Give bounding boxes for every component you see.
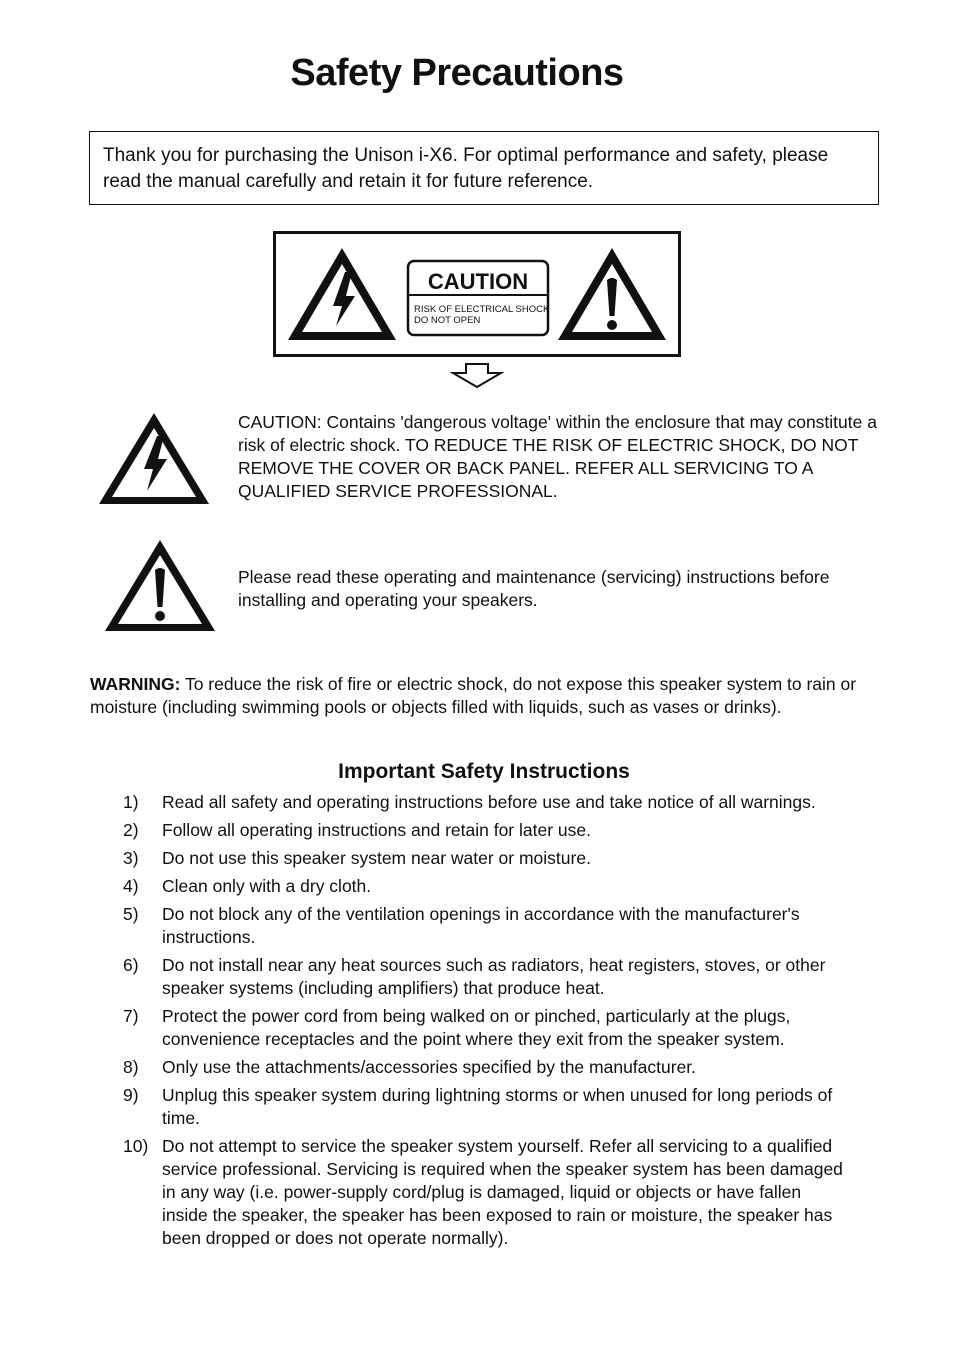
lightning-warning-icon — [288, 248, 396, 340]
exclamation-warning-icon — [104, 538, 218, 634]
shock-caution-text: CAUTION: Contains 'dangerous voltage' within the enclosure that may constitute a risk of electric shock. TO REDUCE THE RISK OF ELECTRIC SHOCK, DO NOT REMOVE THE COVER OR BACK PANEL. REFER ALL SERVICING TO A QUALIFIED SERVICE PROFESSIONAL. — [238, 412, 877, 501]
instructions-list — [123, 791, 843, 1255]
warning-text: To reduce the risk of fire or electric shock, do not expose this speaker system to rain or moisture (including swimming pools or objects filled with liquids, such as vases or drinks). — [90, 674, 857, 717]
item-text: Do not install near any heat sources such as radiators, heat registers, stoves, or other speaker systems (including amplifiers) that produce heat. — [162, 955, 826, 998]
down-arrow-icon — [450, 362, 504, 390]
caution-label-graphic — [276, 234, 678, 354]
intro-box: Thank you for purchasing the Unison i-X6. For optimal performance and safety, please read the manual carefully and retain it for future reference. — [89, 131, 879, 205]
list-item — [123, 791, 843, 814]
lightning-warning-icon — [98, 411, 212, 507]
item-text: Clean only with a dry cloth. — [162, 876, 372, 896]
list-item — [123, 1005, 843, 1051]
exclamation-warning-icon — [558, 248, 666, 340]
list-item — [123, 1135, 843, 1250]
item-text: Do not block any of the ventilation openings in accordance with the manufacturer's instructions. — [162, 904, 800, 947]
instructions-title: Important Safety Instructions — [338, 760, 630, 783]
item-text: Only use the attachments/accessories specified by the manufacturer. — [162, 1057, 697, 1077]
caution-line2: DO NOT OPEN — [414, 315, 481, 326]
item-text: Do not attempt to service the speaker system yourself. Refer all servicing to a qualified service professional. Servicing is required when the speaker system has been damaged in any way (i.e. power-supply cord/plug is damaged, liquid or objects or have fallen inside the speaker, the speaker has been exposed to rain or moisture, the speaker has been dropped or does not operate normally). — [162, 1136, 843, 1248]
caution-label — [273, 231, 681, 357]
list-item — [123, 875, 843, 898]
item-number: 6) — [123, 955, 139, 975]
caution-line1: RISK OF ELECTRICAL SHOCK — [414, 304, 550, 315]
item-number: 2) — [123, 820, 139, 840]
item-number: 7) — [123, 1006, 139, 1026]
list-item — [123, 1056, 843, 1079]
list-item — [123, 819, 843, 842]
item-text: Do not use this speaker system near water or moisture. — [162, 848, 591, 868]
warning-label: WARNING: — [90, 674, 181, 694]
read-instructions-text: Please read these operating and maintenance (servicing) instructions before installing and operating your speakers. — [238, 567, 830, 610]
page-title: Safety Precautions — [290, 52, 624, 94]
item-number: 5) — [123, 904, 139, 924]
caution-heading: CAUTION — [427, 269, 529, 294]
item-number: 3) — [123, 848, 139, 868]
list-item — [123, 903, 843, 949]
item-text: Follow all operating instructions and retain for later use. — [162, 820, 591, 840]
item-text: Unplug this speaker system during lightning storms or when unused for long periods of time. — [162, 1085, 833, 1128]
warning-paragraph — [90, 673, 880, 719]
item-number: 9) — [123, 1085, 139, 1105]
list-item — [123, 1084, 843, 1130]
item-number: 8) — [123, 1057, 139, 1077]
item-number: 4) — [123, 876, 139, 896]
item-text: Read all safety and operating instructions before use and take notice of all warnings. — [162, 792, 816, 812]
item-number: 10) — [123, 1136, 149, 1156]
item-text: Protect the power cord from being walked on or pinched, particularly at the plugs, convenience receptacles and the point where they exit from the speaker system. — [162, 1006, 791, 1049]
list-item — [123, 847, 843, 870]
list-item — [123, 954, 843, 1000]
item-number: 1) — [123, 792, 139, 812]
